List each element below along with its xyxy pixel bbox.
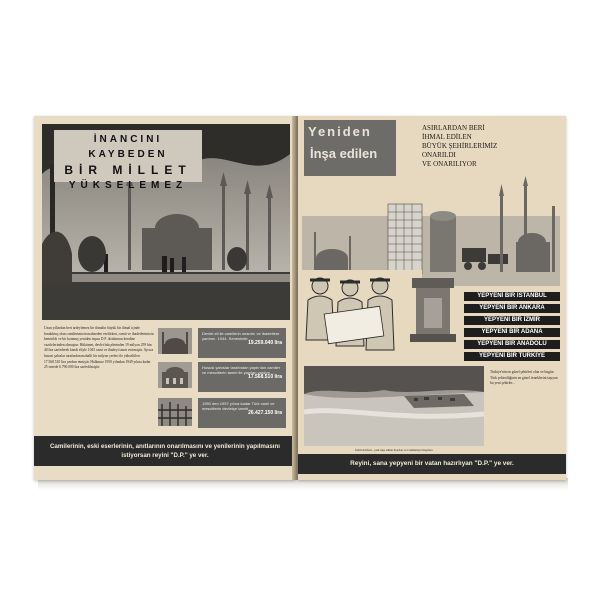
- label-izmir: YEPYENİ BİR İZMİR: [464, 316, 560, 325]
- right-page: [298, 116, 566, 480]
- label-ankara: YEPYENİ BİR ANKARA: [464, 304, 560, 313]
- small-photo-mosque-2: [158, 362, 192, 388]
- label-adana: YEPYENİ BİR ADANA: [464, 328, 560, 337]
- harbor-photo: [304, 366, 484, 446]
- subtitle-line-2: İHMAL EDİLEN: [422, 133, 472, 141]
- stat-box-3: [198, 398, 286, 428]
- left-page: [34, 116, 296, 480]
- right-banner-text: Reyini, sana yepyeni bir vatan hazırlıyan "D.P." ye ver.: [350, 460, 514, 467]
- right-caption-text: Türkiye'nin en güzel şehirleri olan ve bugün Türk şehirciliğinin en güzel örneklerini taşıyan bu yeni şehirler...: [490, 370, 558, 386]
- stat-2-text: Hususi şahıslar tarafından yaptırılan camiler ve mescitlerin tamiri ile yapılan yardım ...: [202, 365, 281, 375]
- subtitle-line-1: ASIRLARDAN BERİ: [422, 124, 485, 132]
- label-istanbul: YEPYENİ BİR İSTANBUL: [464, 292, 560, 301]
- stat-box-1: [198, 328, 286, 358]
- small-photo-scaffold: [158, 398, 192, 426]
- left-headline: [54, 130, 202, 191]
- stat-3-value: 26.427.150 lira: [248, 410, 282, 416]
- title-line-1: Yeniden: [308, 124, 372, 139]
- subtitle-line-3: BÜYÜK ŞEHİRLERİMİZ: [422, 142, 498, 150]
- stat-3-text: 1950 den 1957 yılına kadar Türk cami ve mescitlerin devletçe tamiri ...: [202, 401, 275, 411]
- stat-box-2: [198, 362, 286, 392]
- headline-line-3: YÜKSELEMEZ: [68, 180, 188, 191]
- headline-line-1: İNANCINI KAYBEDEN: [88, 134, 168, 160]
- right-subtitle: [422, 124, 532, 169]
- headline-line-2: BİR MİLLET: [64, 163, 192, 177]
- workers-illustration: [302, 270, 422, 366]
- left-body-text: Uzun yıllardan beri ardeylemez bir ihmalin büyük bir ilimal içinde bırakılmış olan camilerimizin mahzeden verilirken, camii ve ibadetlerimizin kemirildi ve bir konmuş yeniden inşası D.P. iktidarının kendine vazifelerinden olmuştur. Hükümet, devlet bütçelerinden 19 milyon 259 bin 40 lira sarfederek kendi eliyle 1045 cami ve ibadeyi tamir ettirmiştir. Ayrıca hususi şahıslar tarafından mahalli bir milyon yerleri ile yükseltilen 17.568.510 lira yardım etmiştir. Halkımız 1950 yılından 1949 yılına kadar 25 senede 6.790.000 lira sarfedilmiştir.: [44, 326, 154, 370]
- label-turkiye: YEPYENİ BİR TÜRKİYE: [464, 352, 560, 361]
- left-banner-text: Camilerinin, eski eserlerinin, anıtlarının onarılmasını ve yenilerinin yapılmasını istiyorsan reyini "D.P." ye ver.: [49, 443, 281, 459]
- label-anadolu: YEPYENİ BİR ANADOLU: [464, 340, 560, 349]
- monument-photo: [410, 268, 456, 342]
- stat-1-value: 19.259.040 lira: [248, 340, 282, 346]
- subtitle-line-4: ONARILDI: [422, 151, 456, 159]
- subtitle-line-5: VE ONARILIYOR: [422, 160, 477, 168]
- stat-1-text: Devlet eli ile camilerin onarımı ve ibadetlere yardımı. 1944. Senesinde ...: [202, 331, 280, 341]
- right-bottom-banner: [298, 454, 566, 474]
- title-line-2: İnşa edilen: [310, 146, 378, 161]
- left-bottom-banner: [34, 436, 296, 466]
- small-photo-mosque-1: [158, 328, 192, 354]
- stat-2-value: 17.568.510 lira: [248, 374, 282, 380]
- harbor-photo-caption: İzmir Körfezi - yeni inşa edilen Kordon ve Cumhuriyet meydanı: [355, 448, 433, 452]
